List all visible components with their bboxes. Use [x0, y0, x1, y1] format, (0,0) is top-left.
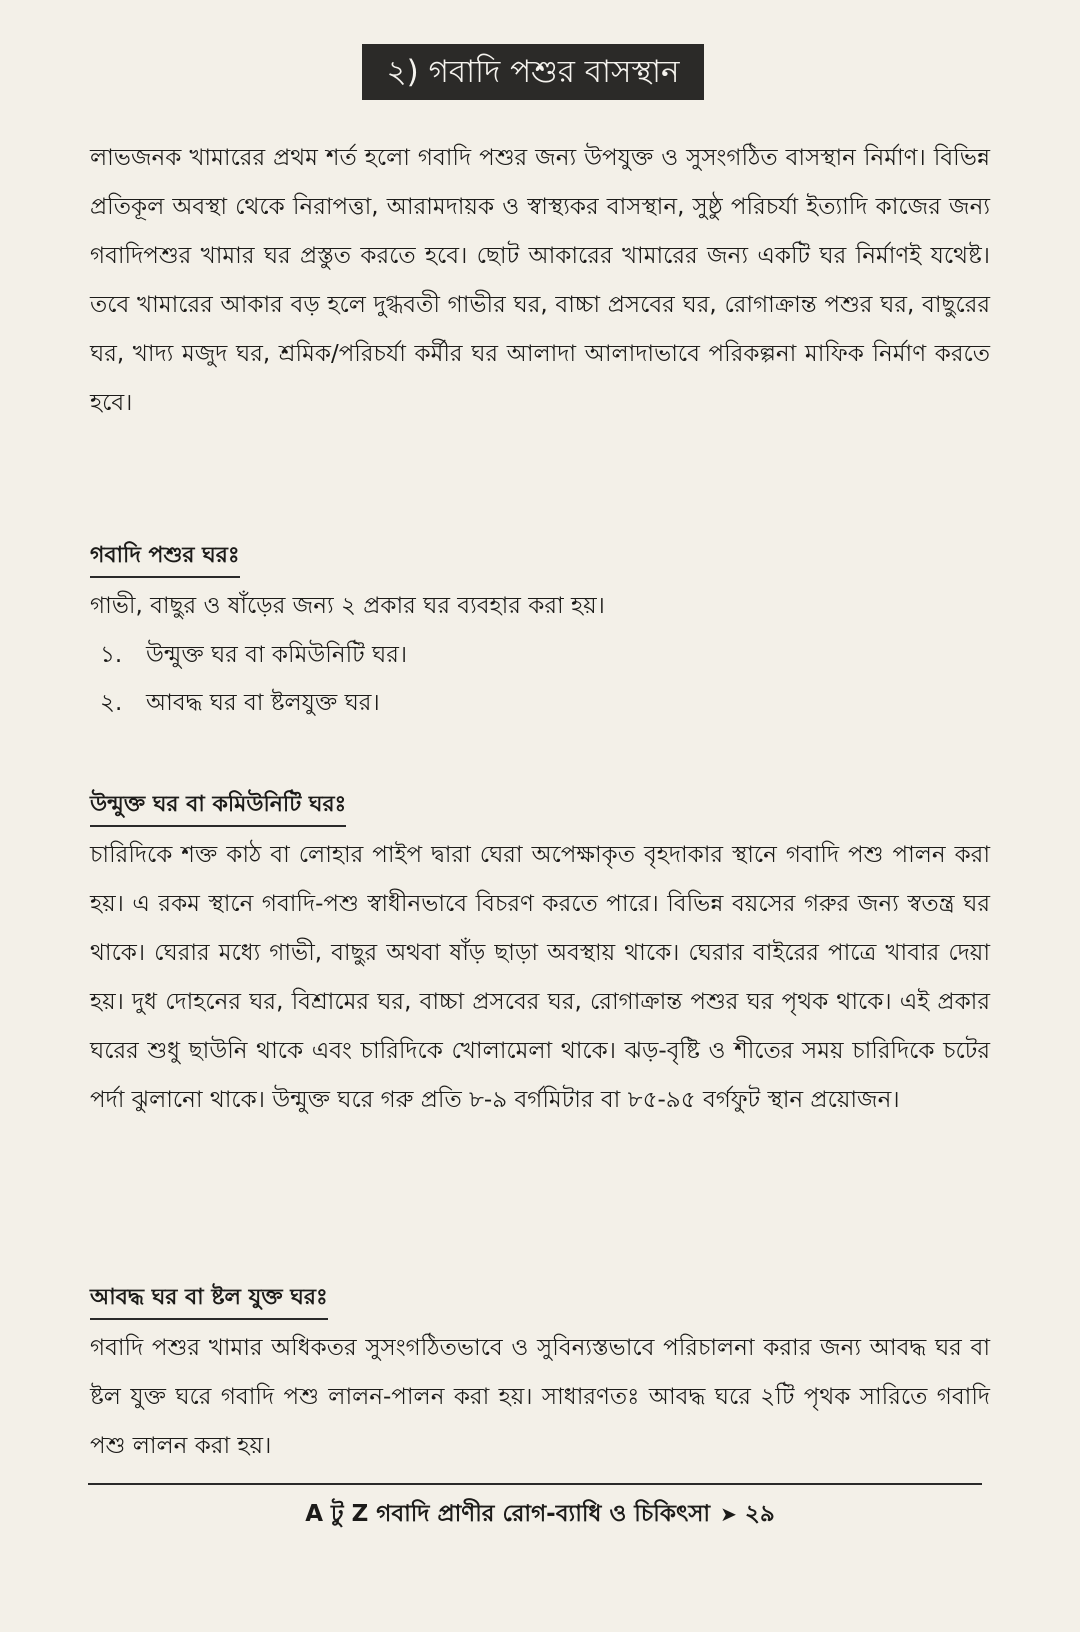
list-item-text: উন্মুক্ত ঘর বা কমিউনিটি ঘর।: [146, 642, 408, 668]
chapter-title: ২) গবাদি পশুর বাসস্থান: [362, 44, 704, 100]
list-item: [90, 631, 990, 679]
open-house-paragraph: চারিদিকে শক্ত কাঠ বা লোহার পাইপ দ্বারা ঘেরা অপেক্ষাকৃত বৃহদাকার স্থানে গবাদি পশু পালন করা হয়। এ রকম স্থানে গবাদি-পশু স্বাধীনভাবে বিচরণ করতে পারে। বিভিন্ন বয়সের গরুর জন্য স্বতন্ত্র ঘর থাকে। ঘেরার মধ্যে গাভী, বাছুর অথবা ষাঁড় ছাড়া অবস্থায় থাকে। ঘেরার বাইরের পাত্রে খাবার দেয়া হয়। দুধ দোহনের ঘর, বিশ্রামের ঘর, বাচ্চা প্রসবের ঘর, রোগাক্রান্ত পশুর ঘর পৃথক থাকে। এই প্রকার ঘরের শুধু ছাউনি থাকে এবং চারিদিকে খোলামেলা থাকে। ঝড়-বৃষ্টি ও শীতের সময় চারিদিকে চটের পর্দা ঝুলানো থাকে। উন্মুক্ত ঘরে গরু প্রতি ৮-৯ বর্গমিটার বা ৮৫-৯৫ বর্গফুট স্থান প্রয়োজন।: [90, 842, 990, 1113]
open-house-heading: উন্মুক্ত ঘর বা কমিউনিটি ঘরঃ: [90, 785, 346, 827]
livestock-house-intro: গাভী, বাছুর ও ষাঁড়ের জন্য ২ প্রকার ঘর ব্যবহার করা হয়।: [90, 593, 605, 619]
livestock-house-section: [90, 536, 990, 727]
page-number: ২৯: [744, 1501, 775, 1527]
intro-paragraph: লাভজনক খামারের প্রথম শর্ত হলো গবাদি পশুর জন্য উপযুক্ত ও সুসংগঠিত বাসস্থান নির্মাণ। বিভিন্ন প্রতিকূল অবস্থা থেকে নিরাপত্তা, আরামদায়ক ও স্বাস্থ্যকর বাসস্থান, সুষ্ঠু পরিচর্যা ইত্যাদি কাজের জন্য গবাদিপশুর খামার ঘর প্রস্তুত করতে হবে। ছোট আকারের খামারের জন্য একটি ঘর নির্মাণই যথেষ্ট। তবে খামারের আকার বড় হলে দুগ্ধবতী গাভীর ঘর, বাচ্চা প্রসবের ঘর, রোগাক্রান্ত পশুর ঘর, বাছুরের ঘর, খাদ্য মজুদ ঘর, শ্রমিক/পরিচর্যা কর্মীর ঘর আলাদা আলাদাভাবে পরিকল্পনা মাফিক নির্মাণ করতে হবে।: [90, 145, 990, 416]
footer-divider: [88, 1483, 982, 1485]
livestock-house-heading: গবাদি পশুর ঘরঃ: [90, 536, 240, 578]
list-item-number: ১.: [100, 642, 123, 668]
list-item-text: আবদ্ধ ঘর বা ষ্টলযুক্ত ঘর।: [146, 690, 380, 716]
list-item: [90, 679, 990, 727]
arrow-right-icon: ➤: [720, 1502, 737, 1526]
stall-house-section: [90, 1278, 990, 1471]
stall-house-heading: আবদ্ধ ঘর বা ষ্টল যুক্ত ঘরঃ: [90, 1278, 328, 1320]
intro-section: [90, 134, 990, 428]
list-item-number: ২.: [100, 690, 123, 716]
footer-book-title: A টু Z গবাদি প্রাণীর রোগ-ব্যাধি ও চিকিৎসা: [305, 1501, 711, 1527]
open-house-section: [90, 785, 990, 1125]
stall-house-paragraph: গবাদি পশুর খামার অধিকতর সুসংগঠিতভাবে ও সুবিন্যস্তভাবে পরিচালনা করার জন্য আবদ্ধ ঘর বা ষ্টল যুক্ত ঘরে গবাদি পশু লালন-পালন করা হয়। সাধারণতঃ আবদ্ধ ঘরে ২টি পৃথক সারিতে গবাদি পশু লালন করা হয়।: [90, 1335, 990, 1459]
page-footer: [0, 1495, 1080, 1534]
